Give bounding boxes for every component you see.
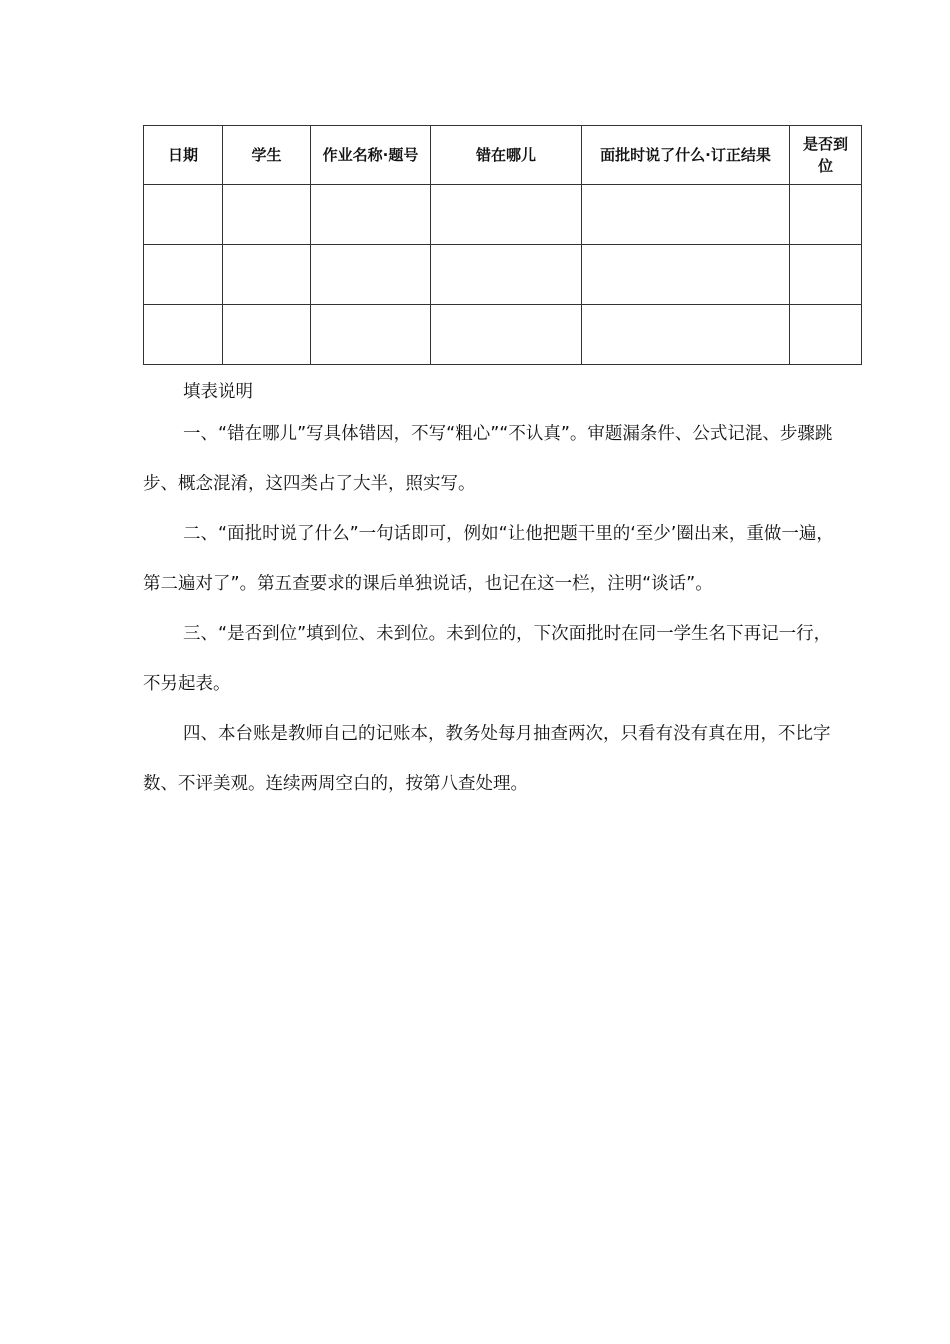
- table-cell: [144, 185, 223, 245]
- table-cell: [223, 305, 311, 365]
- table-cell: [223, 185, 311, 245]
- table-cell: [144, 305, 223, 365]
- header-resolved: 是否到位: [790, 126, 862, 185]
- header-error-location: 错在哪儿: [431, 126, 582, 185]
- instruction-item-3: 三、“是否到位”填到位、未到位。未到位的，下次面批时在同一学生名下再记一行，不另起表。: [143, 624, 832, 694]
- filling-instructions: [143, 376, 843, 809]
- table-cell: [790, 305, 862, 365]
- table-row: [144, 245, 862, 305]
- header-date: 日期: [144, 126, 223, 185]
- table-cell: [582, 245, 790, 305]
- table-header-row: [144, 126, 862, 185]
- table-cell: [790, 245, 862, 305]
- table-cell: [144, 245, 223, 305]
- instruction-item-4: 四、本台账是教师自己的记账本，教务处每月抽查两次，只看有没有真在用，不比字数、不评美观。连续两周空白的，按第八查处理。: [143, 724, 831, 794]
- ledger-table: [143, 125, 862, 365]
- header-student: 学生: [223, 126, 311, 185]
- table-cell: [582, 305, 790, 365]
- table-cell: [431, 305, 582, 365]
- header-assignment: 作业名称·题号: [311, 126, 431, 185]
- table-cell: [431, 245, 582, 305]
- table-row: [144, 185, 862, 245]
- table-cell: [311, 245, 431, 305]
- instructions-title: 填表说明: [183, 382, 253, 402]
- table-cell: [431, 185, 582, 245]
- table-cell: [790, 185, 862, 245]
- instruction-item-2: 二、“面批时说了什么”一句话即可，例如“让他把题干里的‘至少’圈出来，重做一遍，第二遍对了”。第五查要求的课后单独说话，也记在这一栏，注明“谈话”。: [143, 524, 834, 594]
- table-cell: [582, 185, 790, 245]
- table-cell: [223, 245, 311, 305]
- header-feedback-result: 面批时说了什么·订正结果: [582, 126, 790, 185]
- table-cell: [311, 185, 431, 245]
- instruction-item-1: 一、“错在哪儿”写具体错因，不写“粗心”“不认真”。审题漏条件、公式记混、步骤跳步、概念混淆，这四类占了大半，照实写。: [143, 424, 833, 494]
- table-row: [144, 305, 862, 365]
- table-cell: [311, 305, 431, 365]
